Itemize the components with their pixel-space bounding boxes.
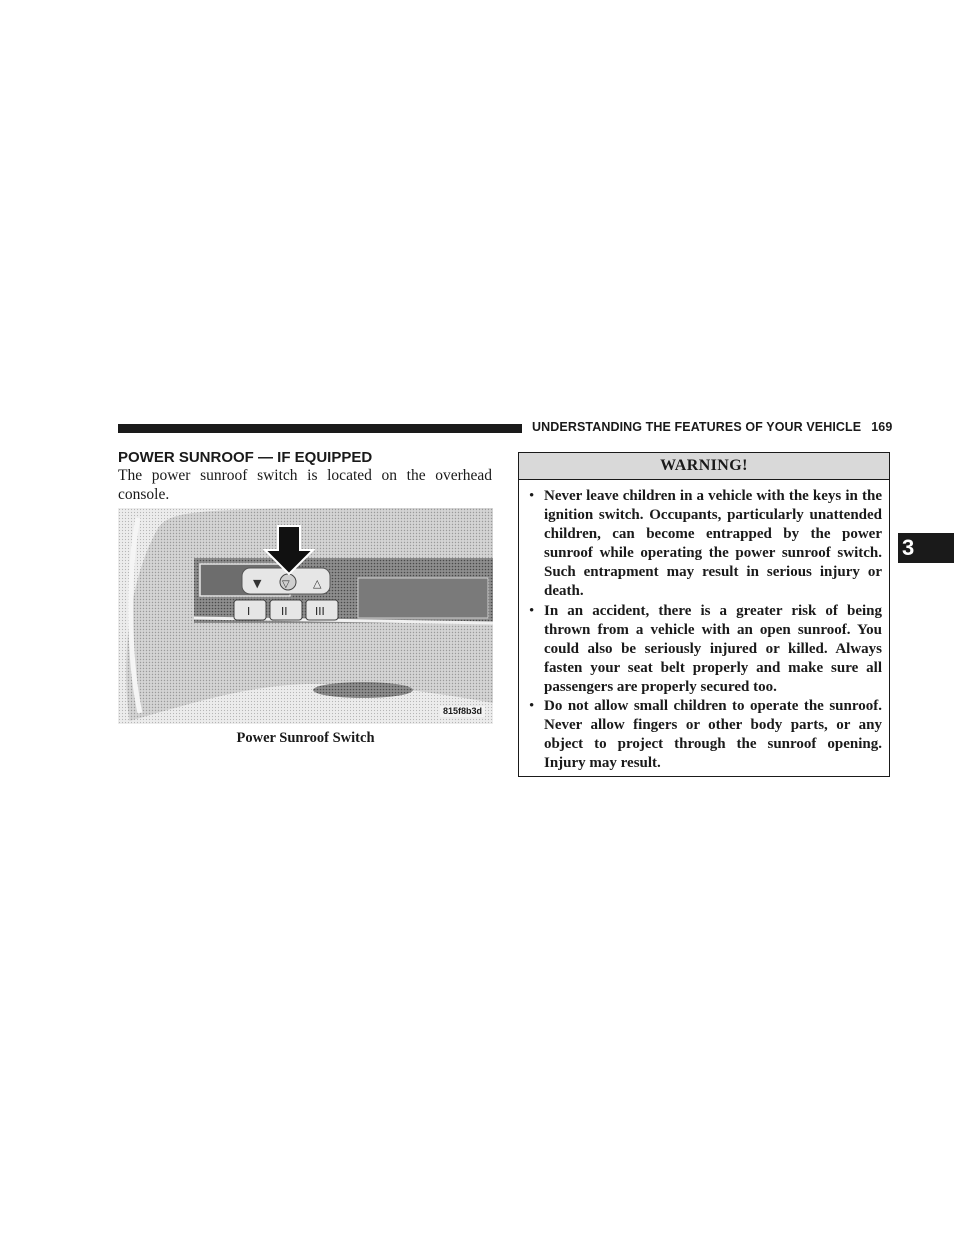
image-code: 815f8b3d	[440, 706, 485, 717]
svg-text:△: △	[313, 577, 322, 590]
warning-item: • Do not allow small children to operate the sunroof. Never allow fingers or other body parts, or any object to project through the sunroof opening. Injury may result.	[526, 697, 882, 773]
svg-text:III: III	[315, 605, 325, 618]
warning-title: WARNING!	[519, 453, 889, 480]
figure-caption: Power Sunroof Switch	[236, 730, 375, 746]
warning-list	[519, 480, 889, 773]
intro-paragraph: The power sunroof switch is located on the overhead console.	[118, 467, 492, 503]
warning-box	[518, 452, 890, 777]
warning-item: • In an accident, there is a greater risk of being thrown from a vehicle with an open sunroof. You could also be seriously injured or killed. Always fasten your seat belt properly and make sure all passengers are properly secured too.	[526, 602, 882, 697]
warning-item: • Never leave children in a vehicle with the keys in the ignition switch. Occupants, particularly unattended children, can become entrapped by the power sunroof while operating the power sunroof switch. Such entrapment may result in serious injury or death.	[526, 487, 882, 601]
running-header	[532, 420, 892, 434]
svg-text:I: I	[247, 605, 251, 618]
svg-text:▽: ▽	[282, 579, 290, 590]
running-title: UNDERSTANDING THE FEATURES OF YOUR VEHICLE	[532, 420, 862, 434]
svg-text:▼: ▼	[253, 577, 262, 590]
svg-text:II: II	[281, 605, 288, 618]
chapter-tab: 3	[898, 533, 954, 563]
page-number: 169	[871, 420, 893, 434]
console-illustration	[118, 508, 493, 724]
header-rule	[118, 424, 522, 433]
sunroof-switch-photo	[118, 508, 493, 724]
section-title: POWER SUNROOF — IF EQUIPPED	[118, 449, 373, 466]
